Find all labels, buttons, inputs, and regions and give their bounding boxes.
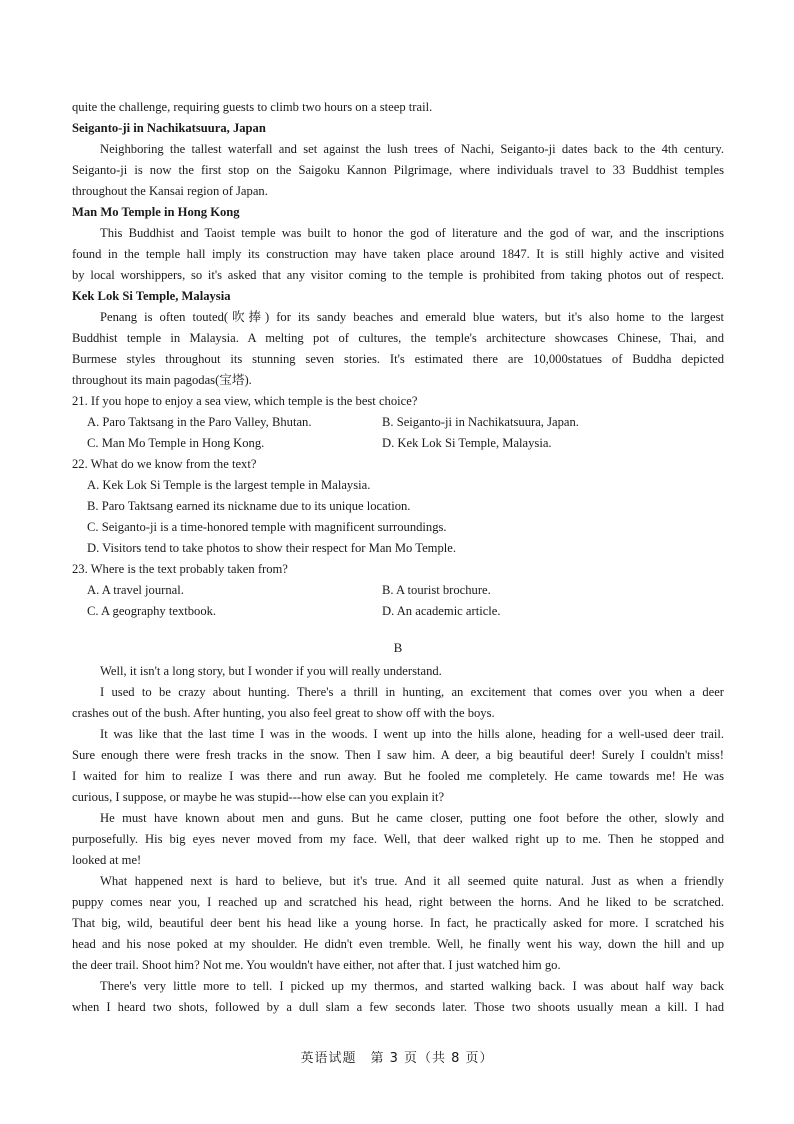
passage-b-line: looked at me!	[72, 853, 142, 867]
option-22-d: D. Visitors tend to take photos to show their respect for Man Mo Temple.	[87, 541, 457, 555]
temple-heading-kek-lok-si: Kek Lok Si Temple, Malaysia	[72, 289, 231, 303]
passage-a-line: Burmese styles throughout its stunning seven stories. It's estimated there are 10,000statues of Buddha depicted	[72, 352, 724, 366]
passage-a-line: throughout the Kansai region of Japan.	[72, 184, 268, 198]
passage-b-line: I used to be crazy about hunting. There's a thrill in hunting, an excitement that comes over you when a deer	[100, 685, 724, 699]
passage-a-line: Seiganto-ji is now the first stop on the Saigoku Kannon Pilgrimage, where individuals travel to 33 Buddhist temples	[72, 163, 724, 177]
passage-b-line: It was like that the last time I was in the woods. I went up into the hills alone, heading for a well-used deer trail.	[100, 727, 724, 741]
passage-b-line: I waited for him to realize I was there and run away. But he fooled me completely. He came towards me! He was	[72, 769, 724, 783]
passage-b-line: Sure enough there were fresh tracks in the snow. Then I saw him. A deer, a big beautiful deer! Surely I couldn't miss!	[72, 748, 724, 762]
option-22-a: A. Kek Lok Si Temple is the largest temple in Malaysia.	[87, 478, 371, 492]
passage-b-line: There's very little more to tell. I picked up my thermos, and started walking back. I was about half way back	[100, 979, 724, 993]
passage-a-line: found in the temple hall imply its construction may have taken place around 1847. It is still highly active and visited	[72, 247, 724, 261]
option-21-a: A. Paro Taktsang in the Paro Valley, Bhutan.	[87, 415, 312, 429]
temple-heading-seiganto-ji: Seiganto-ji in Nachikatsuura, Japan	[72, 121, 266, 135]
passage-b-line: puppy comes near you, I reached up and scratched his head, right between the horns. And he liked to be scratched.	[72, 895, 724, 909]
passage-b-line: What happened next is hard to believe, but it's true. And it all seemed quite natural. Just as when a friendly	[100, 874, 724, 888]
passage-a-line: by local worshippers, so it's asked that any visitor coming to the temple is prohibited from taking photos out of respect.	[72, 268, 724, 282]
option-23-d: D. An academic article.	[382, 604, 501, 618]
section-b-label: B	[393, 640, 403, 655]
question-23-options-row	[72, 580, 724, 601]
page-footer: 英语试题 第 3 页（共 8 页）	[300, 1051, 494, 1066]
option-21-c: C. Man Mo Temple in Hong Kong.	[87, 436, 265, 450]
option-23-c: C. A geography textbook.	[87, 604, 217, 618]
passage-b-line: purposefully. His big eyes never moved from my face. Well, that deer walked right up to me. Then he stopped and	[72, 832, 724, 846]
passage-a-line: Neighboring the tallest waterfall and set against the lush trees of Nachi, Seiganto-ji dates back to the 4th century.	[100, 142, 724, 156]
question-23-options-row	[72, 601, 724, 622]
option-22-b: B. Paro Taktsang earned its nickname due to its unique location.	[87, 499, 411, 513]
passage-a-line: This Buddhist and Taoist temple was built to honor the god of literature and the god of war, and the inscriptions	[100, 226, 724, 240]
passage-a-line: throughout its main pagodas(宝塔).	[72, 373, 252, 387]
question-21-options-row	[72, 433, 724, 454]
passage-b-line: That big, wild, beautiful deer bent his head like a young horse. In fact, he practically asked for more. I scratched his	[72, 916, 724, 930]
question-22-stem: 22. What do we know from the text?	[72, 457, 257, 471]
option-22-c: C. Seiganto-ji is a time-honored temple with magnificent surroundings.	[87, 520, 447, 534]
passage-b-line: head and his nose poked at my shoulder. He didn't even tremble. Well, he finally went his way, down the hill and up	[72, 937, 724, 951]
question-21-options-row	[72, 412, 724, 433]
passage-b-line: Well, it isn't a long story, but I wonder if you will really understand.	[100, 664, 442, 678]
passage-a-line: quite the challenge, requiring guests to climb two hours on a steep trail.	[72, 100, 433, 114]
option-23-a: A. A travel journal.	[87, 583, 184, 597]
passage-a-line: Buddhist temple in Malaysia. A melting pot of cultures, the temple's architecture showcases Chinese, Thai, and	[72, 331, 724, 345]
passage-b-line: when I heard two shots, followed by a dull slam a few seconds later. Those two shoots usually mean a kill. I had	[72, 1000, 724, 1014]
temple-heading-man-mo: Man Mo Temple in Hong Kong	[72, 205, 240, 219]
passage-b-line: He must have known about men and guns. But he came closer, putting one foot before the other, slowly and	[100, 811, 724, 825]
option-21-b: B. Seiganto-ji in Nachikatsuura, Japan.	[382, 415, 579, 429]
passage-b-line: the deer trail. Shoot him? Not me. You wouldn't have either, not after that. I just watched him go.	[72, 958, 561, 972]
passage-b-line: curious, I suppose, or maybe he was stupid---how else can you explain it?	[72, 790, 445, 804]
option-21-d: D. Kek Lok Si Temple, Malaysia.	[382, 436, 552, 450]
passage-b-line: crashes out of the bush. After hunting, you also feel great to show off with the boys.	[72, 706, 495, 720]
question-23-stem: 23. Where is the text probably taken from?	[72, 562, 288, 576]
option-23-b: B. A tourist brochure.	[382, 583, 491, 597]
question-21-stem: 21. If you hope to enjoy a sea view, which temple is the best choice?	[72, 394, 418, 408]
passage-a-line: Penang is often touted(吹捧) for its sandy beaches and emerald blue waters, but it's also home to the largest	[100, 310, 724, 324]
